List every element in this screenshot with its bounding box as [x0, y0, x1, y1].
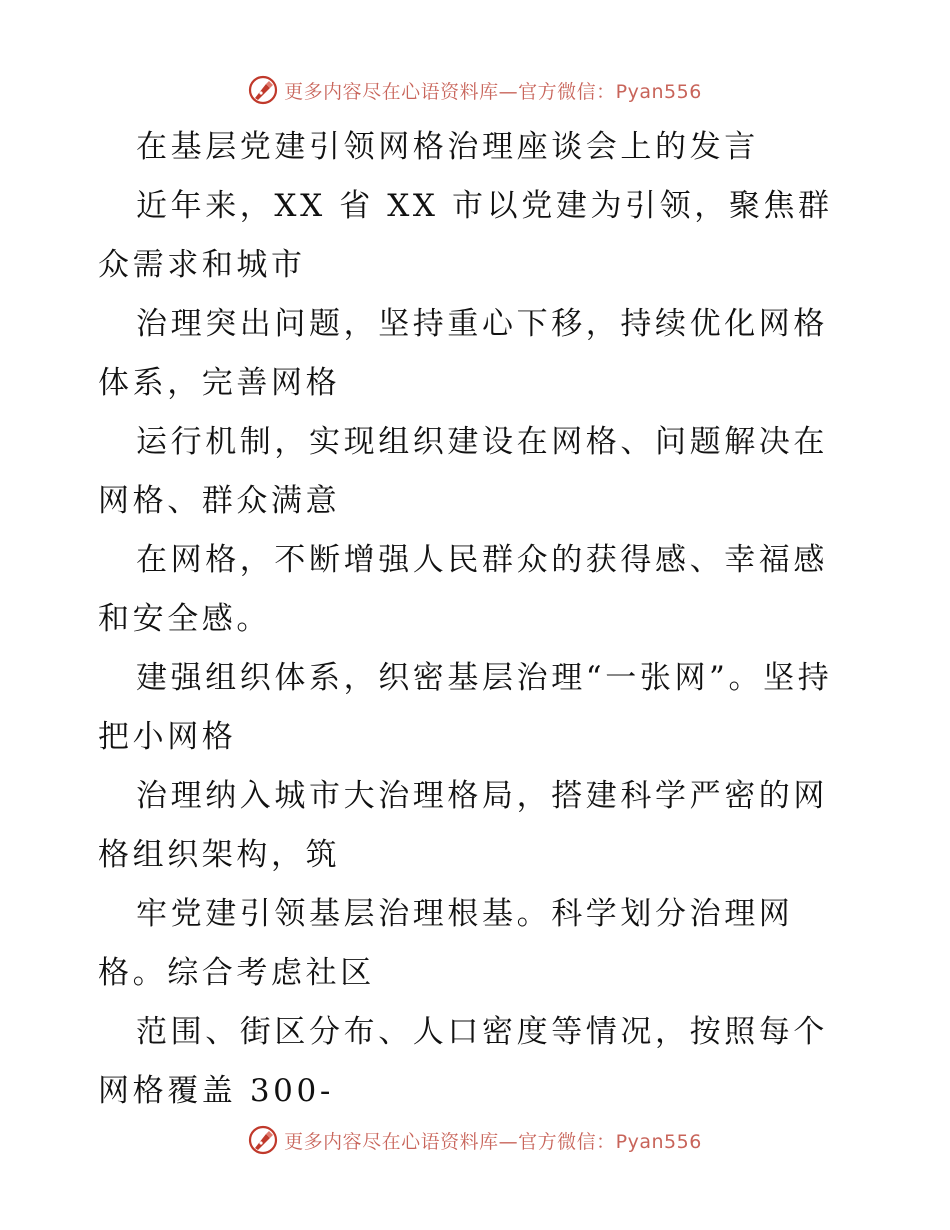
document-title: 在基层党建引领网格治理座谈会上的发言	[136, 129, 759, 165]
paragraph: 牢党建引领基层治理根基。科学划分治理网格。综合考虑社区	[98, 896, 794, 991]
header-banner-text: 更多内容尽在心语资料库—官方微信：Pyan556	[284, 80, 702, 103]
paragraph: 近年来，XX 省 XX 市以党建为引领，聚焦群众需求和城市	[98, 188, 833, 283]
paragraph: 治理突出问题，坚持重心下移，持续优化网格体系，完善网格	[98, 306, 828, 401]
paragraph: 范围、街区分布、人口密度等情况，按照每个网格覆盖 300-	[98, 1014, 828, 1109]
paragraph: 在网格，不断增强人民群众的获得感、幸福感和安全感。	[98, 542, 828, 637]
paragraph: 运行机制，实现组织建设在网格、问题解决在网格、群众满意	[98, 424, 828, 519]
footer-banner	[0, 1120, 950, 1160]
paragraph: 治理纳入城市大治理格局，搭建科学严密的网格组织架构，筑	[98, 778, 828, 873]
footer-banner-text: 更多内容尽在心语资料库—官方微信：Pyan556	[284, 1130, 702, 1153]
pen-nib-icon	[248, 75, 278, 105]
paragraph: 建强组织体系，织密基层治理“一张网”。坚持把小网格	[98, 660, 833, 755]
header-banner	[0, 70, 950, 110]
document-body	[98, 118, 858, 1121]
pen-nib-icon	[248, 1125, 278, 1155]
